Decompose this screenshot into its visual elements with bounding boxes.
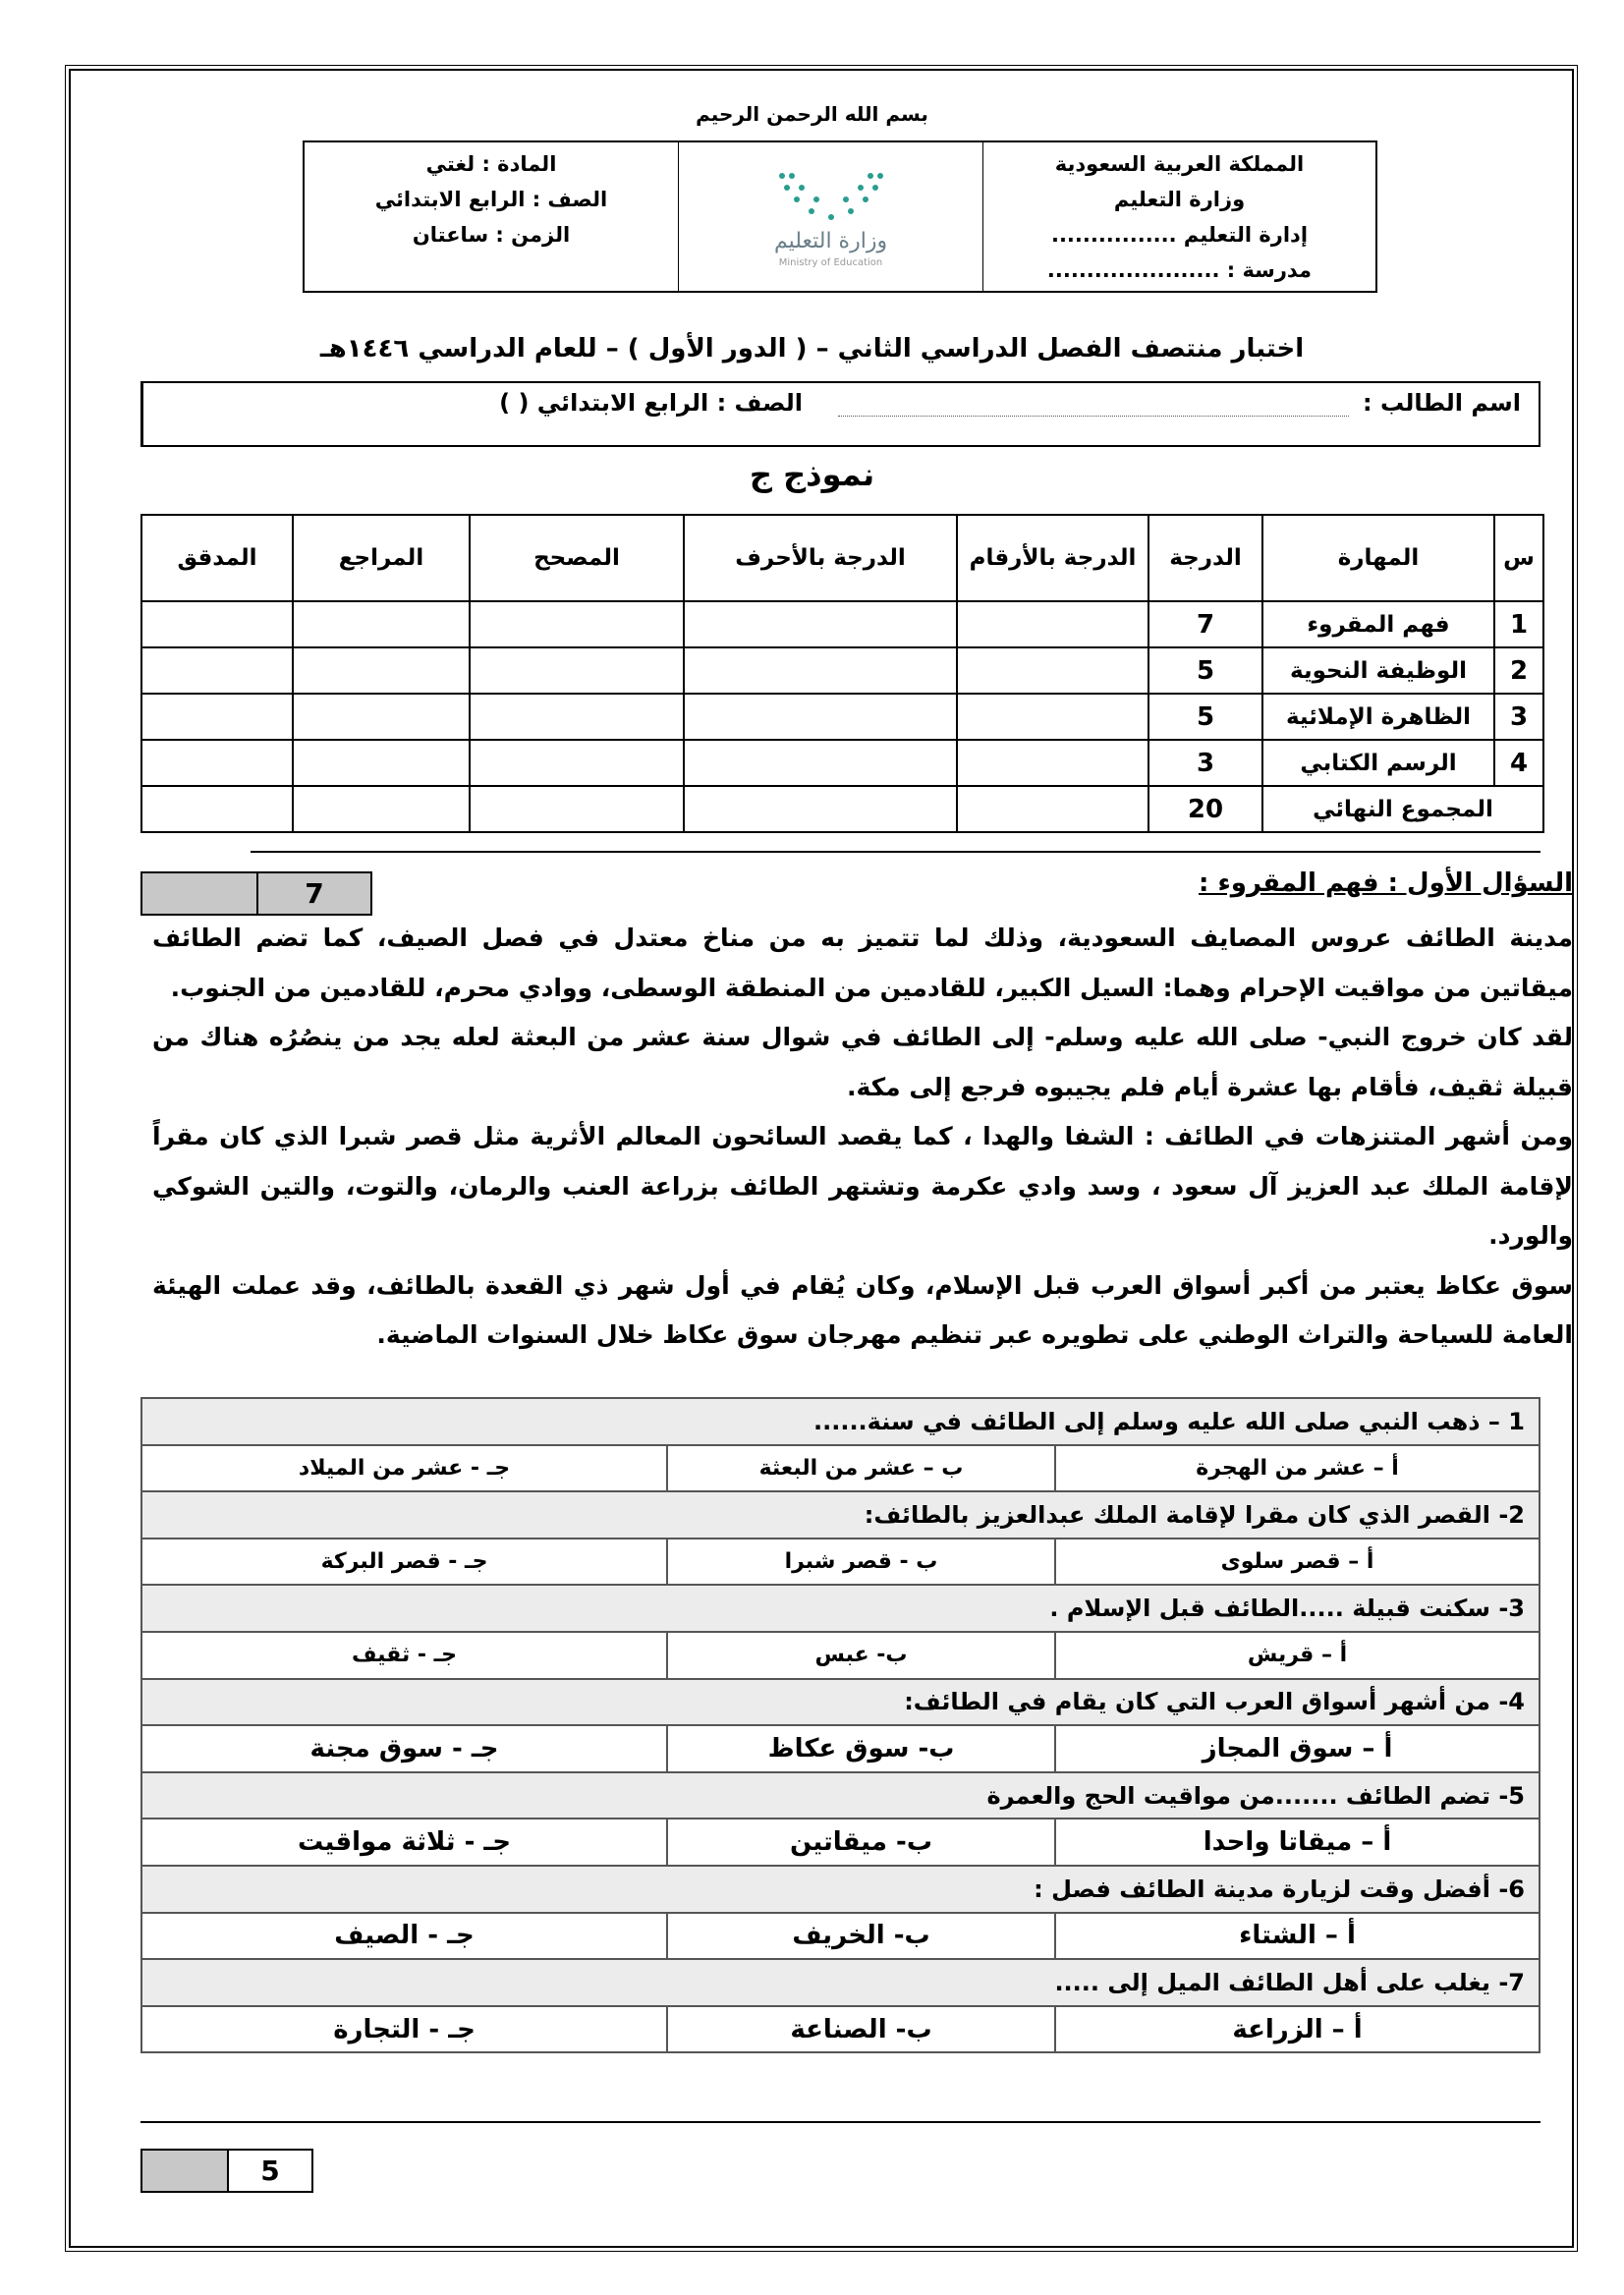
- header-line: المملكة العربية السعودية: [1054, 152, 1305, 176]
- option-a[interactable]: أ – ميقاتا واحدا: [1055, 1819, 1540, 1866]
- grade-cell: [957, 601, 1148, 647]
- grade-cell: [957, 740, 1148, 786]
- passage-paragraph: مدينة الطائف عروس المصايف السعودية، وذلك لما تتميز به من مناخ معتدل في فصل الصيف، كما تضم الطائف ميقاتين من مواقيت الإحرام وهما: السيل الكبير، للقادمين من المنطقة الوسطى، ووادي محرم، للقادمين من الجنوب.: [152, 924, 1573, 1002]
- student-class-label: الصف : الرابع الابتدائي ( ): [499, 389, 803, 417]
- option-c[interactable]: جـ - ثقيف: [141, 1632, 667, 1679]
- grades-table: [140, 514, 1544, 833]
- col-header: الدرجة بالأرقام: [957, 515, 1148, 601]
- grade-cell: [293, 786, 470, 832]
- option-a[interactable]: أ – الزراعة: [1055, 2006, 1540, 2053]
- exam-title: اختبار منتصف الفصل الدراسي الثاني – ( الدور الأول ) – للعام الدراسي ١٤٤٦هـ: [319, 334, 1305, 364]
- ministry-logo: [678, 142, 982, 291]
- option-a[interactable]: أ – عشر من الهجرة: [1055, 1445, 1540, 1492]
- score-blank: [142, 2151, 229, 2191]
- reading-passage: [152, 914, 1573, 1361]
- logo-text-en: Ministry of Education: [778, 256, 883, 268]
- logo-text: وزارة التعليم: [773, 228, 888, 253]
- option-c[interactable]: جـ - عشر من الميلاد: [141, 1445, 667, 1492]
- skill-name: الوظيفة النحوية: [1262, 647, 1494, 694]
- skill-name: فهم المقروء: [1262, 601, 1494, 647]
- option-b[interactable]: ب- ميقاتين: [667, 1819, 1055, 1866]
- basmala: بسم الله الرحمن الرحيم: [696, 102, 928, 126]
- question-text: 1 – ذهب النبي صلى الله عليه وسلم إلى الطائف في سنة......: [141, 1398, 1540, 1445]
- q1-score: 7: [305, 877, 324, 910]
- passage-paragraph: ومن أشهر المتنزهات في الطائف : الشفا والهدا ، كما يقصد السائحون المعالم الأثرية مثل قصر شبرا الذي كان مقراً لإقامة الملك عبد العزيز آل سعود ، وسد وادي عكرمة وتشتهر الطائف بزراعة العنب والرمان، والتوت، والتين الشوكي والورد.: [152, 1122, 1573, 1250]
- row-number: 2: [1494, 647, 1543, 694]
- grade-cell: [684, 647, 957, 694]
- grade-cell: [957, 786, 1148, 832]
- logo-dots-icon: [772, 168, 890, 227]
- question-text: 6- أفضل وقت لزيارة مدينة الطائف فصل :: [141, 1866, 1540, 1913]
- q1-score-box: [140, 871, 372, 916]
- grade-cell: [293, 694, 470, 740]
- grade-cell: [141, 740, 293, 786]
- row-number: 3: [1494, 694, 1543, 740]
- grade-cell: [957, 694, 1148, 740]
- option-a[interactable]: أ – الشتاء: [1055, 1913, 1540, 1960]
- grade-cell: [470, 740, 684, 786]
- grade-cell: [293, 740, 470, 786]
- next-score-box: [140, 2149, 313, 2193]
- grade-cell: [470, 647, 684, 694]
- grade-cell: [470, 786, 684, 832]
- skill-name: الرسم الكتابي: [1262, 740, 1494, 786]
- next-score: 5: [229, 2151, 311, 2191]
- header-line: وزارة التعليم: [1113, 188, 1246, 211]
- question-text: 3- سكنت قبيلة .....الطائف قبل الإسلام .: [141, 1585, 1540, 1632]
- table-row: [141, 740, 1543, 786]
- col-header: س: [1494, 515, 1543, 601]
- option-b[interactable]: ب – عشر من البعثة: [667, 1445, 1055, 1492]
- option-a[interactable]: أ – سوق المجاز: [1055, 1725, 1540, 1772]
- grade-cell: [957, 647, 1148, 694]
- divider: [251, 851, 1540, 853]
- col-header: المدقق: [141, 515, 293, 601]
- header-line: الصف : الرابع الابتدائي: [374, 188, 608, 211]
- skill-score: 7: [1148, 601, 1262, 647]
- header-line: مدرسة : ......................: [1046, 258, 1313, 282]
- grade-cell: [293, 647, 470, 694]
- option-a[interactable]: أ – قصر سلوى: [1055, 1539, 1540, 1586]
- total-label: المجموع النهائي: [1262, 786, 1543, 832]
- student-name-cell: [820, 383, 1539, 445]
- col-header: الدرجة بالأحرف: [684, 515, 957, 601]
- q1-title: السؤال الأول : فهم المقروء :: [1199, 868, 1573, 898]
- col-header: المهارة: [1262, 515, 1494, 601]
- option-c[interactable]: جـ - الصيف: [141, 1913, 667, 1960]
- option-a[interactable]: أ – قريش: [1055, 1632, 1540, 1679]
- header-subject: [305, 142, 678, 291]
- option-c[interactable]: جـ - التجارة: [141, 2006, 667, 2053]
- grade-cell: [293, 601, 470, 647]
- option-c[interactable]: جـ - ثلاثة مواقيت: [141, 1819, 667, 1866]
- grade-cell: [684, 740, 957, 786]
- row-number: 1: [1494, 601, 1543, 647]
- header-line: إدارة التعليم ................: [1050, 223, 1309, 247]
- table-row: [141, 601, 1543, 647]
- question-text: 4- من أشهر أسواق العرب التي كان يقام في الطائف:: [141, 1679, 1540, 1726]
- skill-score: 5: [1148, 647, 1262, 694]
- skill-score: 3: [1148, 740, 1262, 786]
- total-row: [141, 786, 1543, 832]
- student-info: [140, 381, 1540, 447]
- question-text: 2- القصر الذي كان مقرا لإقامة الملك عبدالعزيز بالطائف:: [141, 1491, 1540, 1539]
- student-name-field[interactable]: [838, 393, 1349, 417]
- passage-paragraph: سوق عكاظ يعتبر من أكبر أسواق العرب قبل الإسلام، وكان يُقام في أول شهر ذي القعدة بالطائف، وقد عملت الهيئة العامة للسياحة والتراث الوطني على تطويره عبر تنظيم مهرجان سوق عكاظ خلال السنوات الماضية.: [152, 1270, 1573, 1349]
- option-c[interactable]: جـ - قصر البركة: [141, 1539, 667, 1586]
- passage-paragraph: لقد كان خروج النبي- صلى الله عليه وسلم- إلى الطائف في شوال سنة عشر من البعثة لعله يجد من ينصُرُه هناك من قبيلة ثقيف، فأقام بها عشرة أيام فلم يجيبوه فرجع إلى مكة.: [152, 1023, 1573, 1101]
- grade-cell: [684, 694, 957, 740]
- model-label: نموذج ج: [749, 456, 875, 493]
- grade-cell: [470, 601, 684, 647]
- row-number: 4: [1494, 740, 1543, 786]
- col-header: المصحح: [470, 515, 684, 601]
- question-text: 5- تضم الطائف .......من مواقيت الحج والعمرة: [141, 1772, 1540, 1819]
- grade-cell: [141, 786, 293, 832]
- option-b[interactable]: ب- الخريف: [667, 1913, 1055, 1960]
- grade-cell: [684, 786, 957, 832]
- grade-cell: [470, 694, 684, 740]
- option-c[interactable]: جـ - سوق مجنة: [141, 1725, 667, 1772]
- total-score: 20: [1148, 786, 1262, 832]
- option-b[interactable]: ب- عبس: [667, 1632, 1055, 1679]
- option-b[interactable]: ب- الصناعة: [667, 2006, 1055, 2053]
- divider: [140, 2121, 1540, 2123]
- student-class-cell: [142, 383, 820, 445]
- grade-cell: [141, 694, 293, 740]
- questions-table: [140, 1397, 1540, 2053]
- table-row: [141, 647, 1543, 694]
- skill-score: 5: [1148, 694, 1262, 740]
- student-name-label: اسم الطالب :: [1362, 389, 1521, 417]
- header-line: المادة : لغتي: [425, 152, 557, 176]
- grade-cell: [684, 601, 957, 647]
- skill-name: الظاهرة الإملائية: [1262, 694, 1494, 740]
- question-text: 7- يغلب على أهل الطائف الميل إلى .....: [141, 1959, 1540, 2006]
- col-header: المراجع: [293, 515, 470, 601]
- col-header: الدرجة: [1148, 515, 1262, 601]
- grade-cell: [141, 601, 293, 647]
- header-table: [303, 140, 1377, 293]
- header-ministry: [982, 142, 1375, 291]
- grade-cell: [141, 647, 293, 694]
- table-row: [141, 694, 1543, 740]
- score-blank: [142, 873, 258, 914]
- header-line: الزمن : ساعتان: [412, 223, 571, 247]
- option-b[interactable]: ب - قصر شبرا: [667, 1539, 1055, 1586]
- option-b[interactable]: ب- سوق عكاظ: [667, 1725, 1055, 1772]
